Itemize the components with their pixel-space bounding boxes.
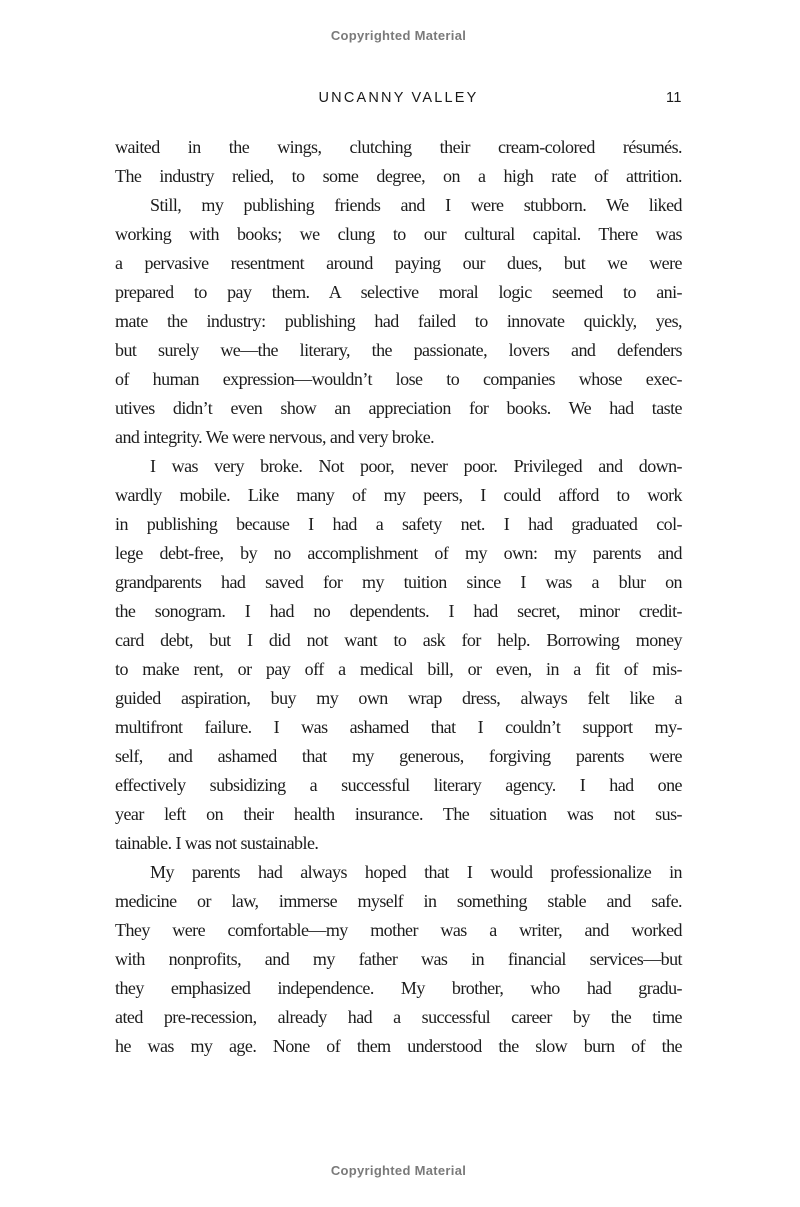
paragraph <box>115 133 682 191</box>
text-line: wardly mobile. Like many of my peers, I could afford to work <box>115 485 682 505</box>
text-line: The industry relied, to some degree, on a high rate of attrition. <box>115 166 682 186</box>
text-line: self, and ashamed that my generous, forgiving parents were <box>115 746 682 766</box>
text-line: lege debt-free, by no accomplishment of my own: my parents and <box>115 543 682 563</box>
text-line: tainable. I was not sustainable. <box>115 833 319 853</box>
text-line: the sonogram. I had no dependents. I had secret, minor credit- <box>115 601 682 621</box>
text-line: My parents had always hoped that I would professionalize in <box>150 862 682 882</box>
paragraph <box>115 452 682 858</box>
text-line: working with books; we clung to our cultural capital. There was <box>115 224 682 244</box>
paragraph <box>115 858 682 1061</box>
text-line: Still, my publishing friends and I were stubborn. We liked <box>150 195 682 215</box>
text-line: year left on their health insurance. The situation was not sus- <box>115 804 682 824</box>
text-line: they emphasized independence. My brother, who had gradu- <box>115 978 682 998</box>
book-title-header: UNCANNY VALLEY <box>318 90 479 106</box>
text-line: ated pre-recession, already had a successful career by the time <box>115 1007 682 1027</box>
text-line: waited in the wings, clutching their cream-colored résumés. <box>115 137 682 157</box>
text-line: multifront failure. I was ashamed that I couldn’t support my- <box>115 717 682 737</box>
paragraph <box>115 191 682 452</box>
page-number: 11 <box>665 90 682 106</box>
text-line: to make rent, or pay off a medical bill, or even, in a fit of mis- <box>115 659 682 679</box>
page-body <box>115 133 682 1061</box>
text-line: effectively subsidizing a successful literary agency. I had one <box>115 775 682 795</box>
text-line: and integrity. We were nervous, and very broke. <box>115 427 435 447</box>
running-header <box>115 89 682 107</box>
text-line: grandparents had saved for my tuition since I was a blur on <box>115 572 682 592</box>
text-line: he was my age. None of them understood the slow burn of the <box>115 1036 682 1056</box>
text-line: medicine or law, immerse myself in something stable and safe. <box>115 891 682 911</box>
text-line: They were comfortable—my mother was a writer, and worked <box>115 920 682 940</box>
text-line: utives didn’t even show an appreciation for books. We had taste <box>115 398 682 418</box>
text-line: mate the industry: publishing had failed to innovate quickly, yes, <box>115 311 682 331</box>
text-line: a pervasive resentment around paying our dues, but we were <box>115 253 682 273</box>
copyright-notice-bottom: Copyrighted Material <box>330 1163 467 1178</box>
text-line: guided aspiration, buy my own wrap dress, always felt like a <box>115 688 682 708</box>
text-line: of human expression—wouldn’t lose to companies whose exec- <box>115 369 682 389</box>
text-line: card debt, but I did not want to ask for help. Borrowing money <box>115 630 682 650</box>
text-line: but surely we—the literary, the passionate, lovers and defenders <box>115 340 682 360</box>
text-line: prepared to pay them. A selective moral logic seemed to ani- <box>115 282 682 302</box>
text-line: I was very broke. Not poor, never poor. Privileged and down- <box>150 456 682 476</box>
text-line: with nonprofits, and my father was in financial services—but <box>115 949 682 969</box>
copyright-notice-top: Copyrighted Material <box>330 28 467 43</box>
text-line: in publishing because I had a safety net. I had graduated col- <box>115 514 682 534</box>
